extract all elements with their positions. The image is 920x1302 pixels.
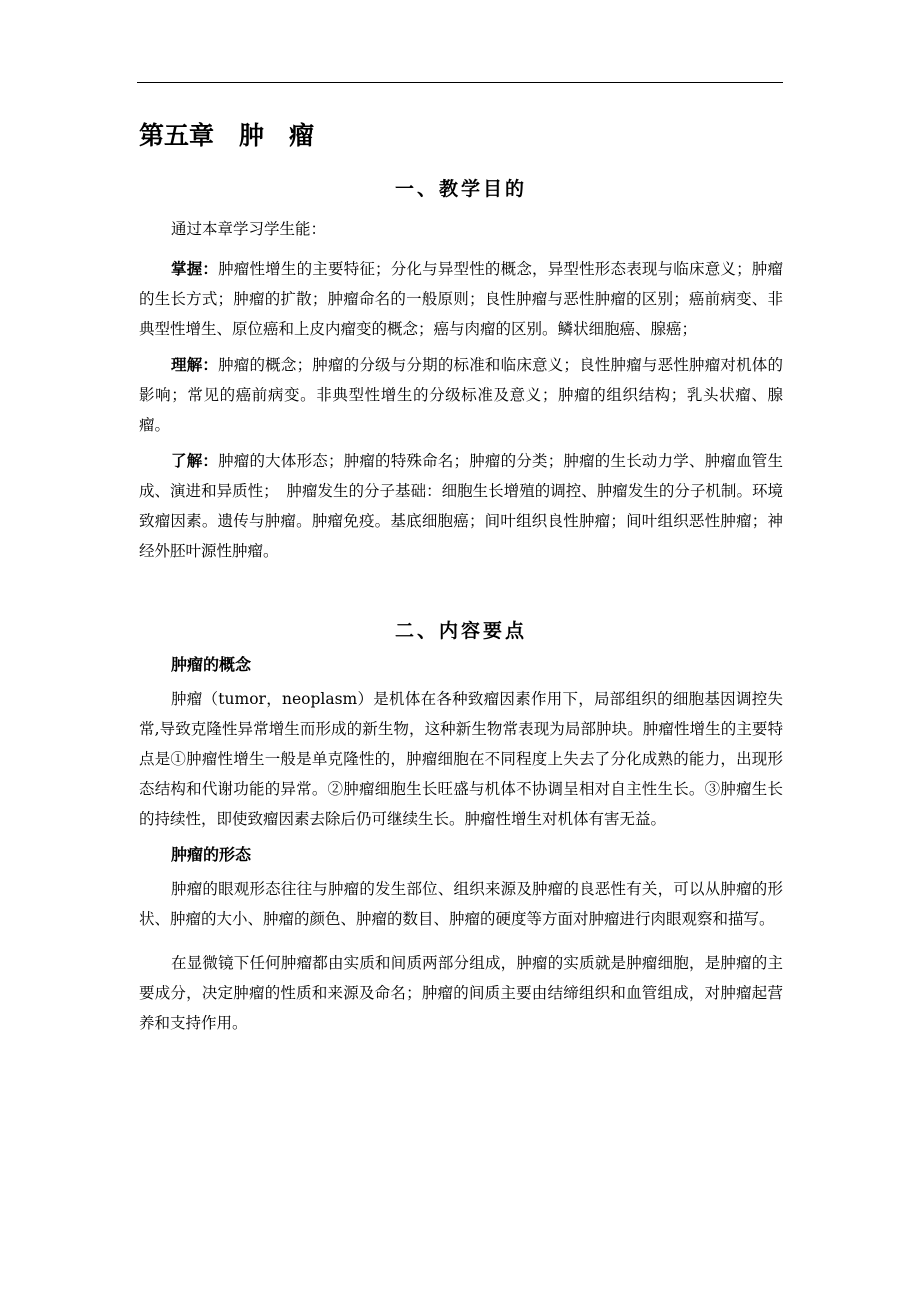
header-rule (137, 82, 783, 83)
section-heading-key-points: 二、内容要点 (394, 620, 527, 642)
document-page (139, 118, 783, 1044)
paragraph-morphology-micro: 在显微镜下任何肿瘤都由实质和间质两部分组成，肿瘤的实质就是肿瘤细胞，是肿瘤的主要成分，决定肿瘤的性质和来源及命名；肿瘤的间质主要由结缔组织和血管组成，对肿瘤起营养和支持作用。 (139, 954, 783, 1032)
objective-text: 肿瘤的大体形态；肿瘤的特殊命名；肿瘤的分类；肿瘤的生长动力学、肿瘤血管生成、演进和异质性； 肿瘤发生的分子基础：细胞生长增殖的调控、肿瘤发生的分子机制。环境致瘤因素。遗传与肿瘤。肿瘤免疫。基底细胞癌；间叶组织良性肿瘤；间叶组织恶性肿瘤；神经外胚叶源性肿瘤。 (139, 452, 783, 560)
objective-know (139, 446, 783, 566)
objective-text: 肿瘤性增生的主要特征；分化与异型性的概念，异型性形态表现与临床意义；肿瘤的生长方式；肿瘤的扩散；肿瘤命名的一般原则；良性肿瘤与恶性肿瘤的区别；癌前病变、非典型性增生、原位癌和上皮内瘤变的概念；癌与肉瘤的区别。鳞状细胞癌、腺癌； (139, 260, 783, 338)
section-heading-objectives: 一、教学目的 (394, 178, 527, 200)
objective-understand (139, 350, 783, 440)
objective-text: 肿瘤的概念；肿瘤的分级与分期的标准和临床意义；良性肿瘤与恶性肿瘤对机体的影响；常见的癌前病变。非典型性增生的分级标准及意义；肿瘤的组织结构；乳头状瘤、腺瘤。 (139, 356, 783, 434)
objective-label: 掌握： (171, 260, 219, 278)
chapter-title: 第五章 肿 瘤 (139, 121, 315, 150)
subsection-title-morphology: 肿瘤的形态 (171, 845, 252, 864)
paragraph-concept: 肿瘤（tumor，neoplasm）是机体在各种致瘤因素作用下，局部组织的细胞基因调控失常,导致克隆性异常增生而形成的新生物，这种新生物常表现为局部肿块。肿瘤性增生的主要特点是①肿瘤性增生一般是单克隆性的，肿瘤细胞在不同程度上失去了分化成熟的能力，出现形态结构和代谢功能的异常。②肿瘤细胞生长旺盛与机体不协调呈相对自主性生长。③肿瘤生长的持续性，即使致瘤因素去除后仍可继续生长。肿瘤性增生对机体有害无益。 (139, 690, 783, 828)
subsection-title-concept: 肿瘤的概念 (171, 655, 252, 674)
objectives-intro: 通过本章学习学生能： (171, 220, 327, 238)
paragraph-morphology-gross: 肿瘤的眼观形态往往与肿瘤的发生部位、组织来源及肿瘤的良恶性有关，可以从肿瘤的形状、肿瘤的大小、肿瘤的颜色、肿瘤的数目、肿瘤的硬度等方面对肿瘤进行肉眼观察和描写。 (139, 880, 783, 928)
objective-label: 理解： (171, 356, 219, 374)
objective-master (139, 254, 783, 344)
objective-label: 了解： (171, 452, 219, 470)
